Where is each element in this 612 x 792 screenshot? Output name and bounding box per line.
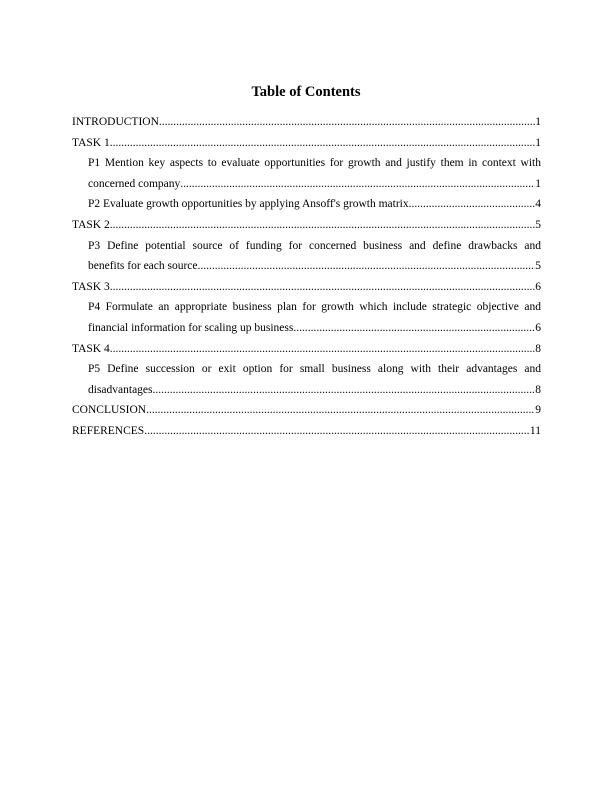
toc-entry-page: 1 (535, 177, 541, 190)
toc-entry-references[interactable] (72, 421, 541, 442)
toc-entry-label: concerned company (88, 177, 181, 190)
dot-leader (110, 215, 536, 236)
dot-leader (146, 400, 535, 421)
toc-entry-label: TASK 4 (72, 342, 110, 355)
toc-entry-page: 4 (535, 198, 541, 211)
toc-entry-label: TASK 1 (72, 136, 110, 149)
toc-entry-label: financial information for scaling up business (88, 321, 294, 334)
toc-entry-task-4[interactable] (72, 339, 541, 360)
toc-entry-p5[interactable] (72, 359, 541, 400)
toc-entry-task-1[interactable] (72, 133, 541, 154)
dot-leader (198, 256, 536, 277)
toc-entry-label: P2 Evaluate growth opportunities by applying Ansoff's growth matrix (88, 198, 409, 211)
toc-entry-first-line: P1 Mention key aspects to evaluate opportunities for growth and justify them in context with (88, 157, 541, 170)
dot-leader (293, 318, 535, 339)
toc-entry-label: disadvantages (88, 383, 153, 396)
dot-leader (110, 339, 536, 360)
toc-entry-task-3[interactable] (72, 277, 541, 298)
toc-entry-introduction[interactable] (72, 112, 541, 133)
toc-list (72, 112, 541, 442)
toc-entry-label: TASK 2 (72, 218, 110, 231)
toc-entry-page: 6 (535, 321, 541, 334)
toc-entry-conclusion[interactable] (72, 400, 541, 421)
toc-title: Table of Contents (251, 84, 361, 100)
dot-leader (110, 133, 536, 154)
toc-entry-page: 5 (535, 260, 541, 273)
toc-entry-task-2[interactable] (72, 215, 541, 236)
dot-leader (144, 421, 530, 442)
toc-entry-page: 5 (535, 218, 541, 231)
toc-entry-label: INTRODUCTION (72, 116, 159, 128)
dot-leader (409, 194, 536, 215)
dot-leader (159, 112, 535, 133)
toc-entry-page: 6 (535, 280, 541, 293)
toc-entry-page: 8 (535, 342, 541, 355)
toc-entry-label: CONCLUSION (72, 404, 147, 417)
toc-entry-page: 8 (535, 383, 541, 396)
toc-entry-p4[interactable] (72, 297, 541, 338)
toc-entry-first-line: P3 Define potential source of funding for concerned business and define drawbacks and (88, 239, 541, 252)
toc-entry-first-line: P5 Define succession or exit option for small business along with their advantages and (88, 363, 541, 376)
toc-entry-page: 1 (535, 116, 541, 128)
toc-entry-p1[interactable] (72, 153, 541, 194)
toc-entry-label: benefits for each source (88, 260, 198, 273)
toc-entry-p2[interactable] (72, 194, 541, 215)
toc-entry-page: 1 (535, 136, 541, 149)
dot-leader (180, 174, 535, 195)
dot-leader (153, 380, 536, 401)
dot-leader (110, 277, 536, 298)
toc-entry-label: TASK 3 (72, 280, 110, 293)
toc-entry-p3[interactable] (72, 236, 541, 277)
toc-entry-first-line: P4 Formulate an appropriate business plan for growth which include strategic objective and (88, 301, 541, 314)
toc-entry-page: 9 (535, 404, 541, 417)
toc-entry-page: 11 (529, 424, 541, 437)
toc-entry-label: REFERENCES (72, 424, 145, 437)
